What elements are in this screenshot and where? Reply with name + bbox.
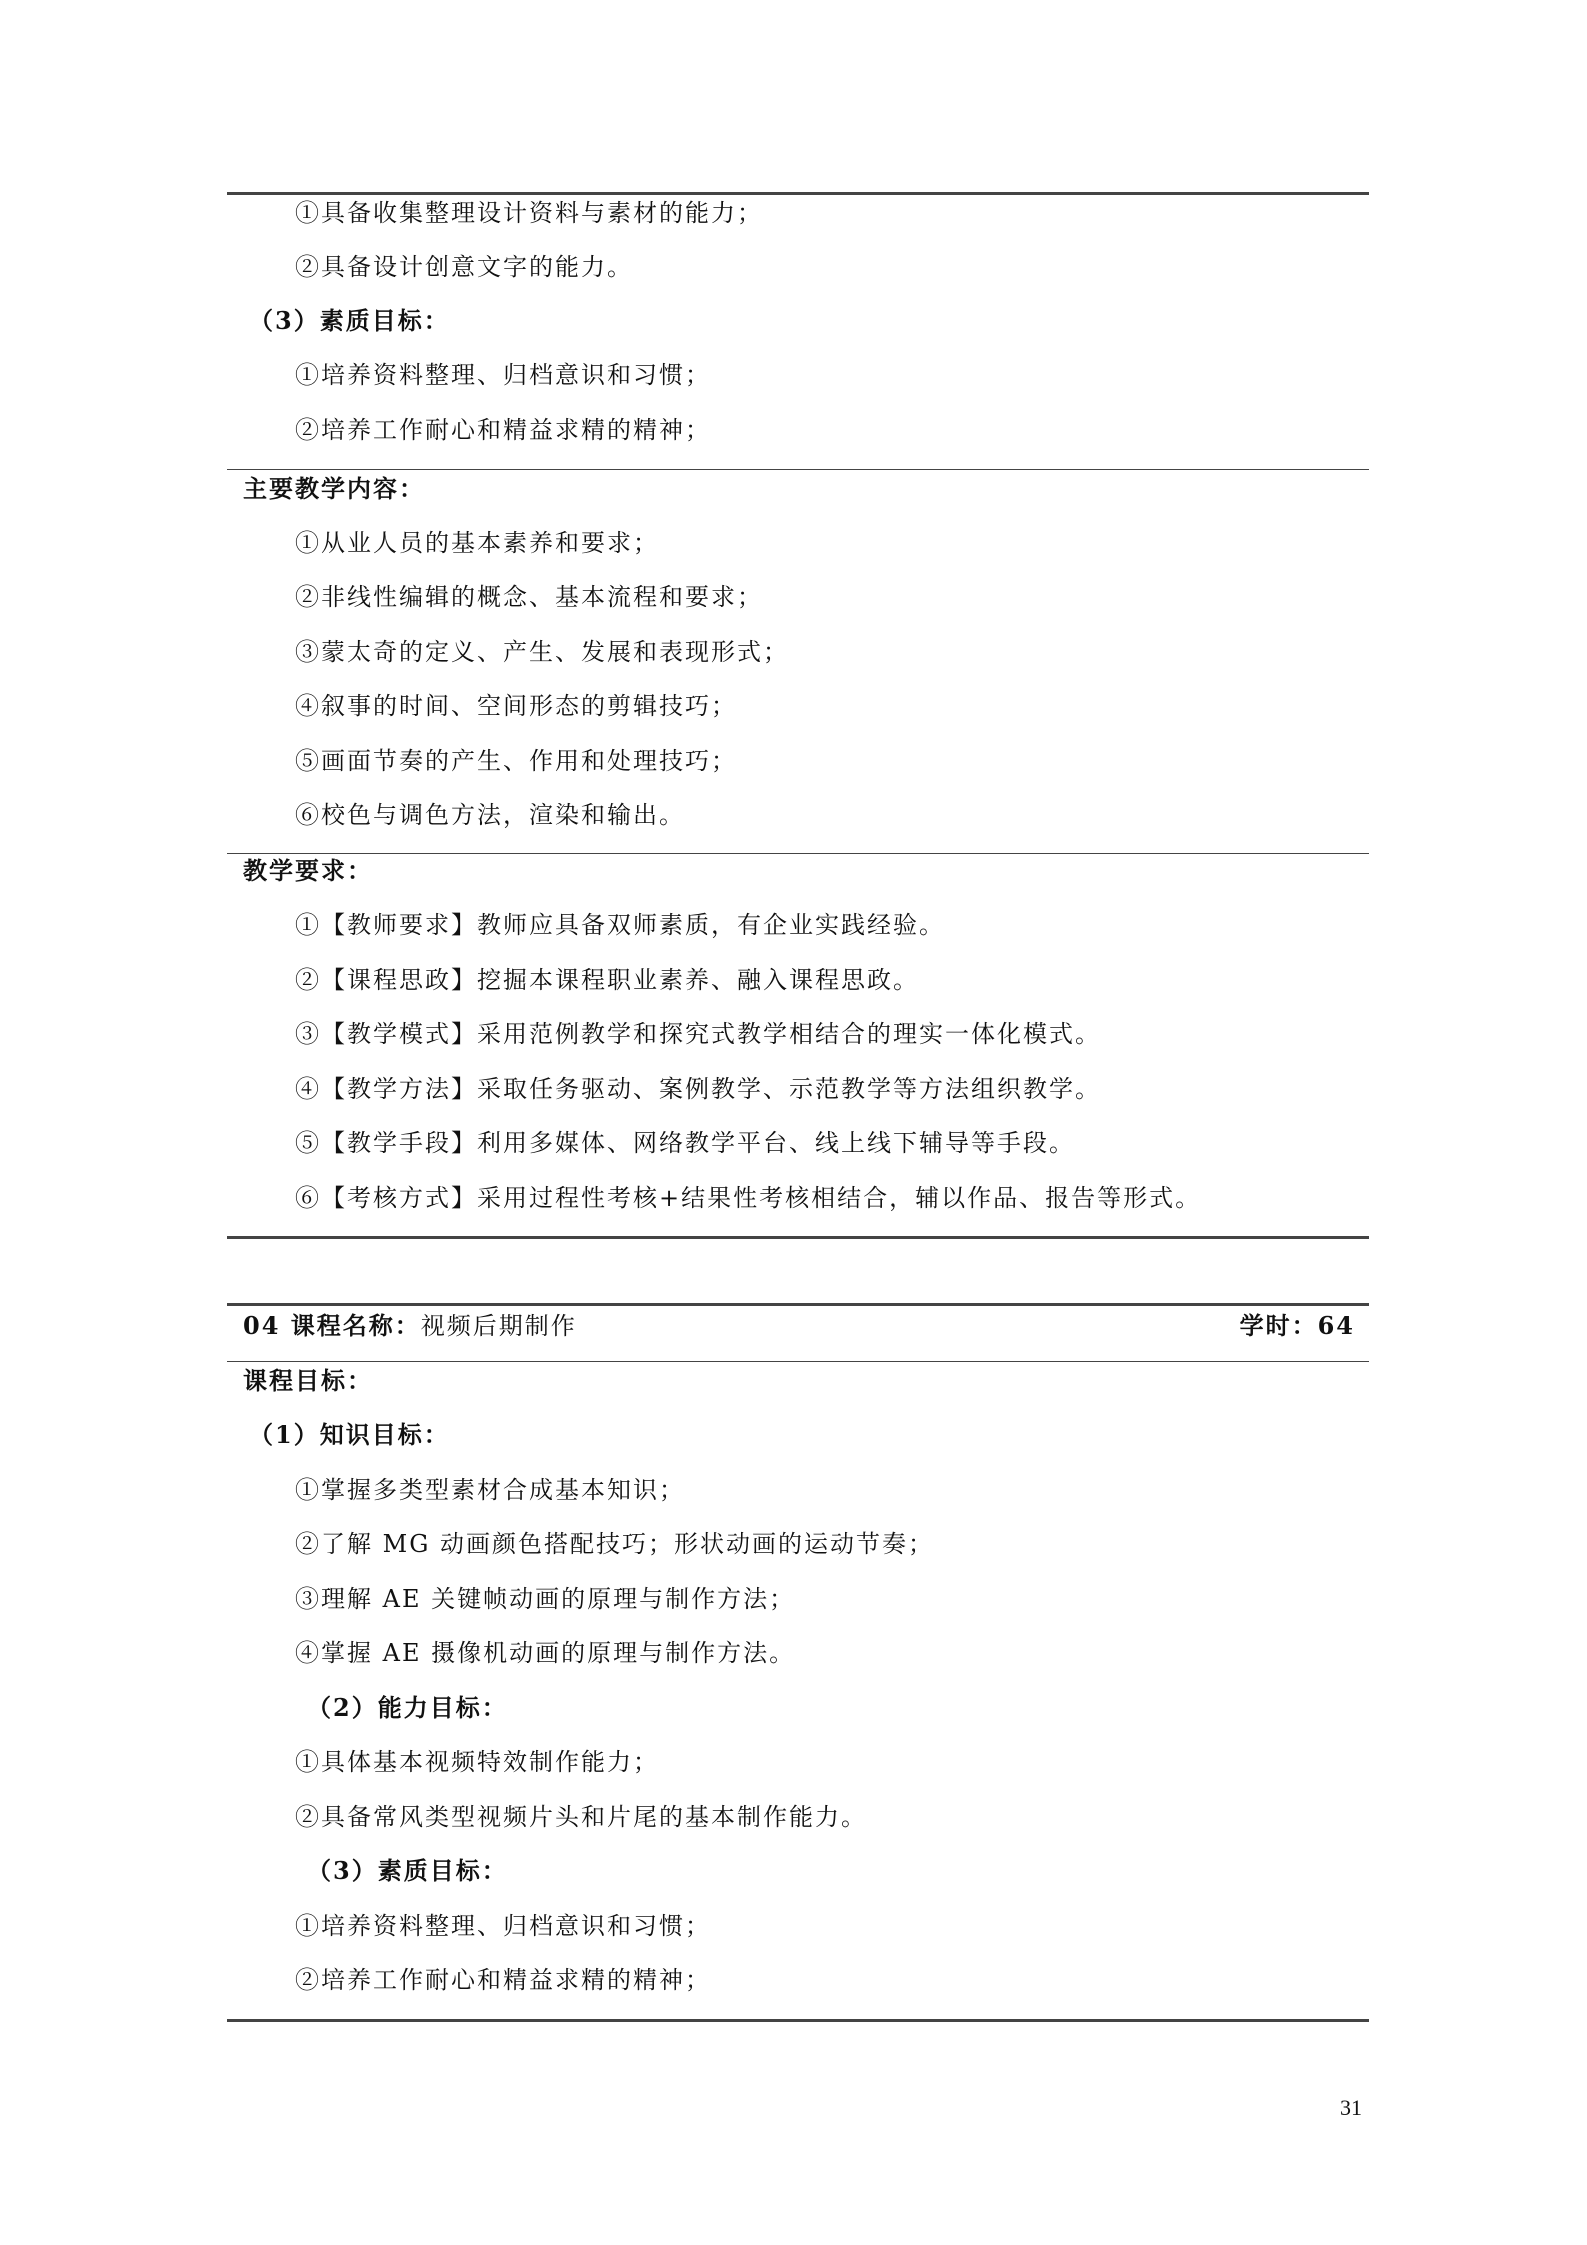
ability-item: ②具备设计创意文字的能力。: [295, 253, 633, 281]
top-rule: [227, 192, 1369, 195]
requirement-item: ②【课程思政】挖掘本课程职业素养、融入课程思政。: [295, 966, 919, 994]
requirement-item: ⑤【教学手段】利用多媒体、网络教学平台、线上线下辅导等手段。: [295, 1129, 1075, 1157]
ability-item: ①具备收集整理设计资料与素材的能力；: [295, 199, 763, 227]
knowledge-item: ④掌握 AE 摄像机动画的原理与制作方法。: [295, 1639, 796, 1667]
quality-item: ②培养工作耐心和精益求精的精神；: [295, 416, 711, 444]
requirement-item: ①【教师要求】教师应具备双师素质，有企业实践经验。: [295, 911, 945, 939]
ability-heading: （2）能力目标：: [307, 1693, 508, 1722]
knowledge-item: ③理解 AE 关键帧动画的原理与制作方法；: [295, 1585, 796, 1613]
quality-item: ①培养资料整理、归档意识和习惯；: [295, 361, 711, 389]
course-block-04: [227, 1303, 1369, 2023]
content-item: ④叙事的时间、空间形态的剪辑技巧；: [295, 692, 737, 720]
course-label: 04 课程名称：: [243, 1311, 421, 1340]
section-divider: [227, 469, 1369, 470]
requirements-heading: 教学要求：: [243, 856, 373, 885]
bottom-rule: [227, 2019, 1369, 2022]
requirement-item: ③【教学模式】采用范例教学和探究式教学相结合的理实一体化模式。: [295, 1020, 1101, 1048]
bottom-rule: [227, 1236, 1369, 1239]
course-title: [243, 1311, 577, 1341]
quality-item: ②培养工作耐心和精益求精的精神；: [295, 1966, 711, 1994]
section-divider: [227, 1361, 1369, 1362]
content-item: ①从业人员的基本素养和要求；: [295, 529, 659, 557]
course-name: 视频后期制作: [420, 1312, 577, 1340]
ability-item: ②具备常风类型视频片头和片尾的基本制作能力。: [295, 1803, 867, 1831]
course-block-03: [227, 192, 1369, 1242]
content-item: ③蒙太奇的定义、产生、发展和表现形式；: [295, 638, 789, 666]
content-item: ⑤画面节奏的产生、作用和处理技巧；: [295, 747, 737, 775]
knowledge-heading: （1）知识目标：: [249, 1420, 450, 1449]
knowledge-item: ①掌握多类型素材合成基本知识；: [295, 1476, 685, 1504]
knowledge-item: ②了解 MG 动画颜色搭配技巧；形状动画的运动节奏；: [295, 1530, 935, 1558]
quality-heading: （3）素质目标：: [249, 306, 450, 335]
quality-heading: （3）素质目标：: [307, 1856, 508, 1885]
content-item: ②非线性编辑的概念、基本流程和要求；: [295, 583, 763, 611]
ability-item: ①具体基本视频特效制作能力；: [295, 1748, 659, 1776]
quality-item: ①培养资料整理、归档意识和习惯；: [295, 1912, 711, 1940]
content-item: ⑥校色与调色方法，渲染和输出。: [295, 801, 685, 829]
course-hours: 学时：64: [1239, 1311, 1355, 1340]
objective-heading: 课程目标：: [243, 1366, 373, 1395]
top-rule: [227, 1303, 1369, 1306]
page-number: 31: [1340, 2095, 1362, 2120]
requirement-item: ⑥【考核方式】采用过程性考核+结果性考核相结合，辅以作品、报告等形式。: [295, 1184, 1202, 1212]
content-heading: 主要教学内容：: [243, 474, 425, 503]
requirement-item: ④【教学方法】采取任务驱动、案例教学、示范教学等方法组织教学。: [295, 1075, 1101, 1103]
section-divider: [227, 853, 1369, 854]
